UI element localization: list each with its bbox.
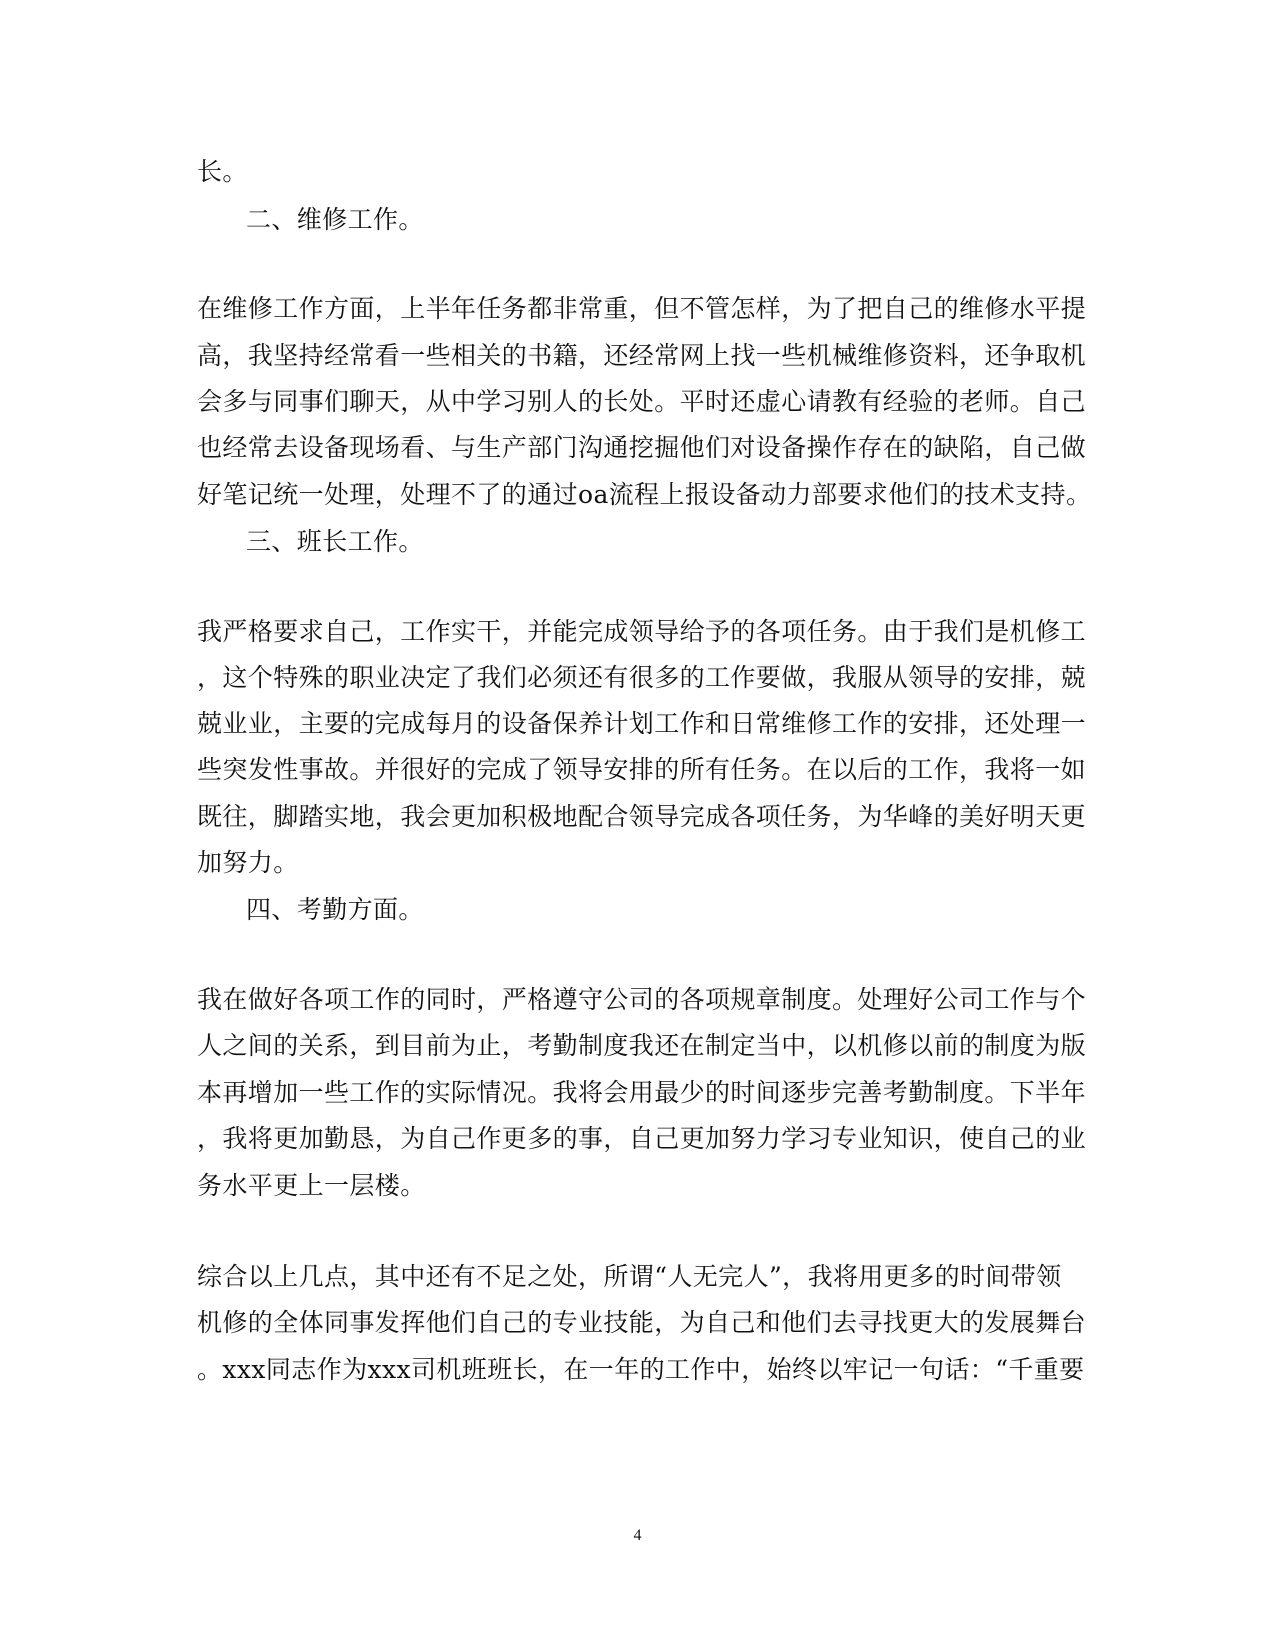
section-heading-team-leader: 三、班长工作。 <box>246 527 424 556</box>
text-line: 我严格要求自己，工作实干，并能完成领导给予的各项任务。由于我们是机修工 <box>197 617 1087 646</box>
text-line: 长。 <box>197 157 248 186</box>
page-number: 4 <box>633 1527 642 1544</box>
text-line: ，这个特殊的职业决定了我们必须还有很多的工作要做，我服从领导的安排，兢 <box>197 663 1087 692</box>
text-line: 既往，脚踏实地，我会更加积极地配合领导完成各项任务，为华峰的美好明天更 <box>197 802 1087 831</box>
text-line: 我在做好各项工作的同时，严格遵守公司的各项规章制度。处理好公司工作与个 <box>197 985 1087 1014</box>
text-line: 兢业业，主要的完成每月的设备保养计划工作和日常维修工作的安排，还处理一 <box>197 709 1087 738</box>
text-line: ，我将更加勤恳，为自己作更多的事，自己更加努力学习专业知识，使自己的业 <box>197 1124 1087 1153</box>
text-line: 在维修工作方面，上半年任务都非常重，但不管怎样，为了把自己的维修水平提 <box>197 294 1087 323</box>
text-line: 人之间的关系，到目前为止，考勤制度我还在制定当中，以机修以前的制度为版 <box>197 1031 1087 1060</box>
text-line: 机修的全体同事发挥他们自己的专业技能，为自己和他们去寻找更大的发展舞台 <box>197 1308 1087 1337</box>
text-line: 会多与同事们聊天，从中学习别人的长处。平时还虚心请教有经验的老师。自己 <box>197 387 1087 416</box>
text-line: 好笔记统一处理，处理不了的通过oa流程上报设备动力部要求他们的技术支持。 <box>197 480 1092 509</box>
text-line: 些突发性事故。并很好的完成了领导安排的所有任务。在以后的工作，我将一如 <box>197 755 1087 784</box>
text-line: 也经常去设备现场看、与生产部门沟通挖掘他们对设备操作存在的缺陷，自己做 <box>197 433 1087 462</box>
text-line: 。xxx同志作为xxx司机班班长，在一年的工作中，始终以牢记一句话：“千重要 <box>197 1355 1085 1384</box>
section-heading-maintenance: 二、维修工作。 <box>246 205 424 234</box>
section-heading-attendance: 四、考勤方面。 <box>246 895 424 924</box>
text-line: 综合以上几点，其中还有不足之处，所谓“人无完人”，我将用更多的时间带领 <box>197 1262 1062 1291</box>
text-line: 加努力。 <box>197 848 299 877</box>
text-line: 务水平更上一层楼。 <box>197 1171 426 1200</box>
text-line: 高，我坚持经常看一些相关的书籍，还经常网上找一些机械维修资料，还争取机 <box>197 341 1087 370</box>
text-line: 本再增加一些工作的实际情况。我将会用最少的时间逐步完善考勤制度。下半年 <box>197 1078 1087 1107</box>
